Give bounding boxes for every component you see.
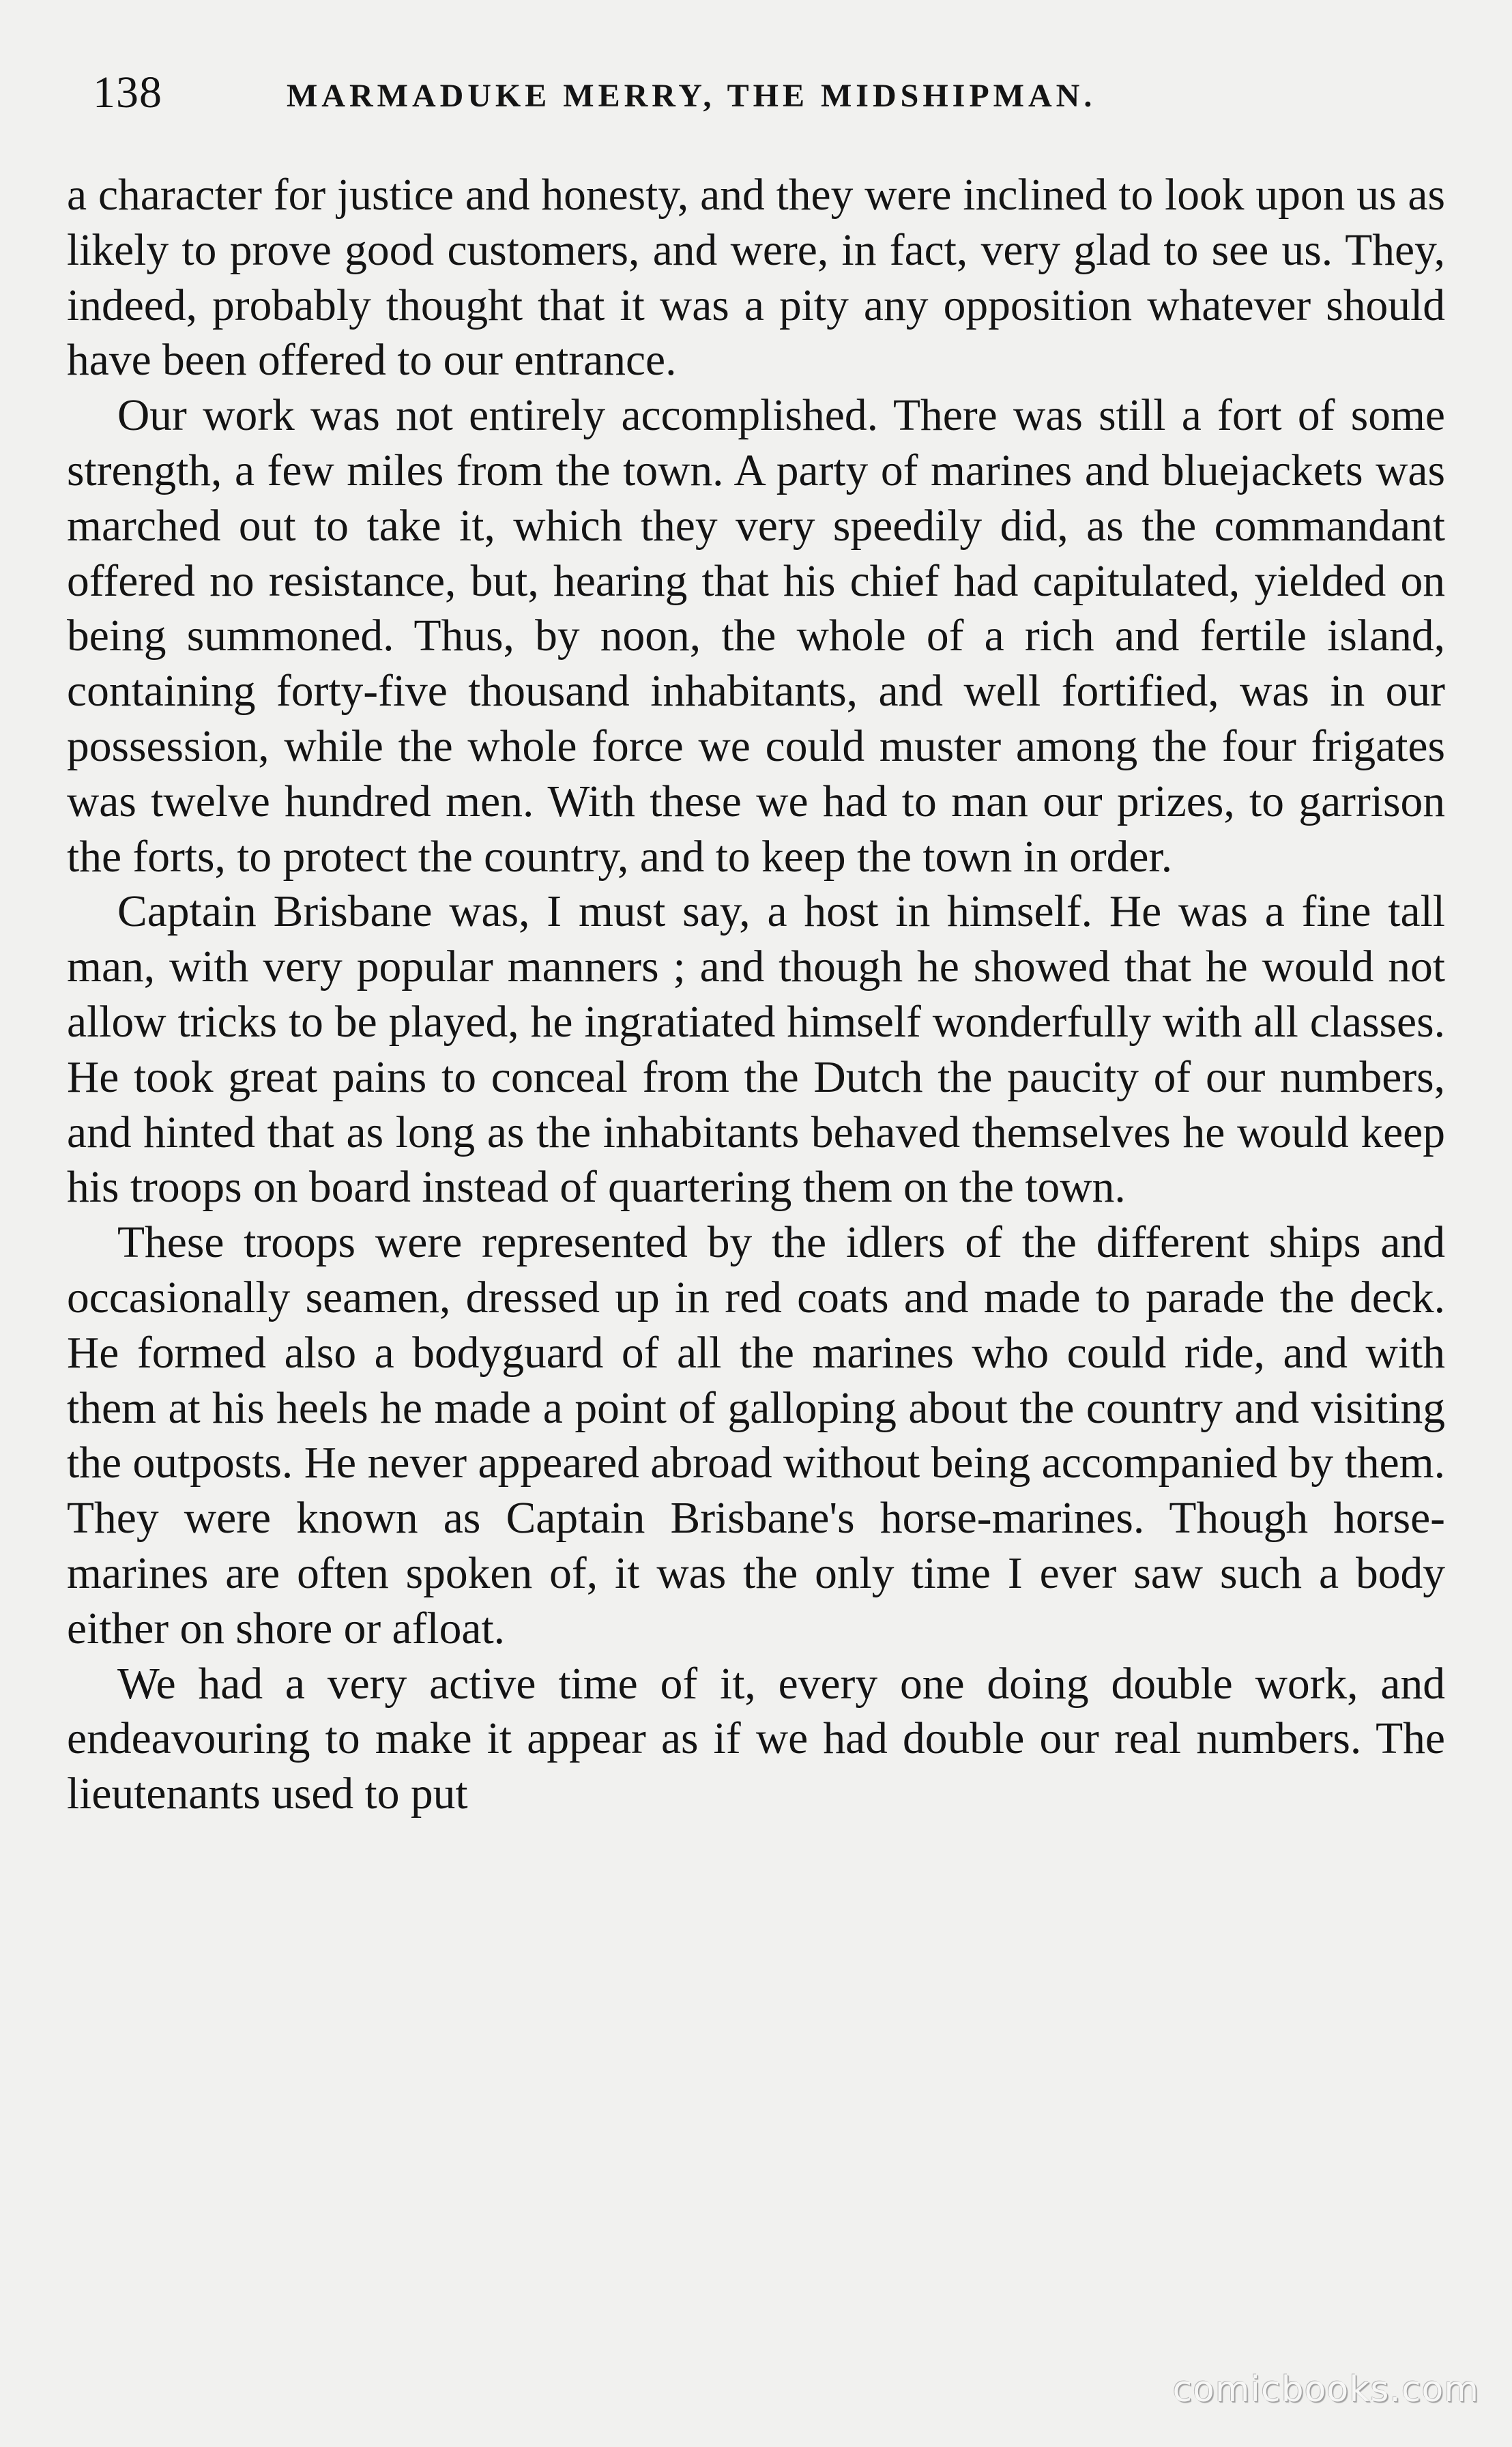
- paragraph-1: a character for justice and honesty, and they were inclined to look upon us as likely to prove good customers, and were, in fact, very glad to see us. They, indeed, probably thought that it was a pity any opposition whatever should have been offered to our entrance.: [67, 171, 1445, 386]
- book-title: MARMADUKE MERRY, THE MIDSHIPMAN.: [287, 78, 1096, 114]
- page-number: 138: [93, 68, 162, 117]
- running-head: [0, 66, 1512, 120]
- paragraph-3: Captain Brisbane was, I must say, a host in himself. He was a fine tall man, with very popular manners ; and though he showed that he would not allow tricks to be played, he ingratiated himself wonderfully with all classes. He took great pains to conceal from the Dutch the paucity of our numbers, and hinted that as long as the inhabitants behaved themselves he would keep his troops on board instead of quartering them on the town.: [67, 887, 1445, 1213]
- paragraph-4: These troops were represented by the idlers of the different ships and occasionally seamen, dressed up in red coats and made to parade the deck. He formed also a bodyguard of all the marines who could ride, and with them at his heels he made a point of galloping about the country and visiting the outposts. He never appeared abroad without being accompanied by them. They were known as Captain Brisbane's horse-marines. Though horse-marines are often spoken of, it was the only time I ever saw such a body either on shore or afloat.: [67, 1218, 1445, 1653]
- body-text: [67, 168, 1445, 2338]
- paragraph-2: Our work was not entirely accomplished. There was still a fort of some strength, a few miles from the town. A party of marines and bluejackets was marched out to take it, which they very speedily did, as the commandant offered no resistance, but, hearing that his chief had capitulated, yielded on being summoned. Thus, by noon, the whole of a rich and fertile island, containing forty-five thousand inhabitants, and well fortified, was in our possession, while the whole force we could muster among the four frigates was twelve hundred men. With these we had to man our prizes, to garrison the forts, to protect the country, and to keep the town in order.: [67, 391, 1445, 882]
- watermark: comicbooks.com: [1172, 2369, 1479, 2410]
- paragraph-5: We had a very active time of it, every one doing double work, and endeavouring to make it appear as if we had double our real numbers. The lieutenants used to put: [67, 1659, 1445, 1819]
